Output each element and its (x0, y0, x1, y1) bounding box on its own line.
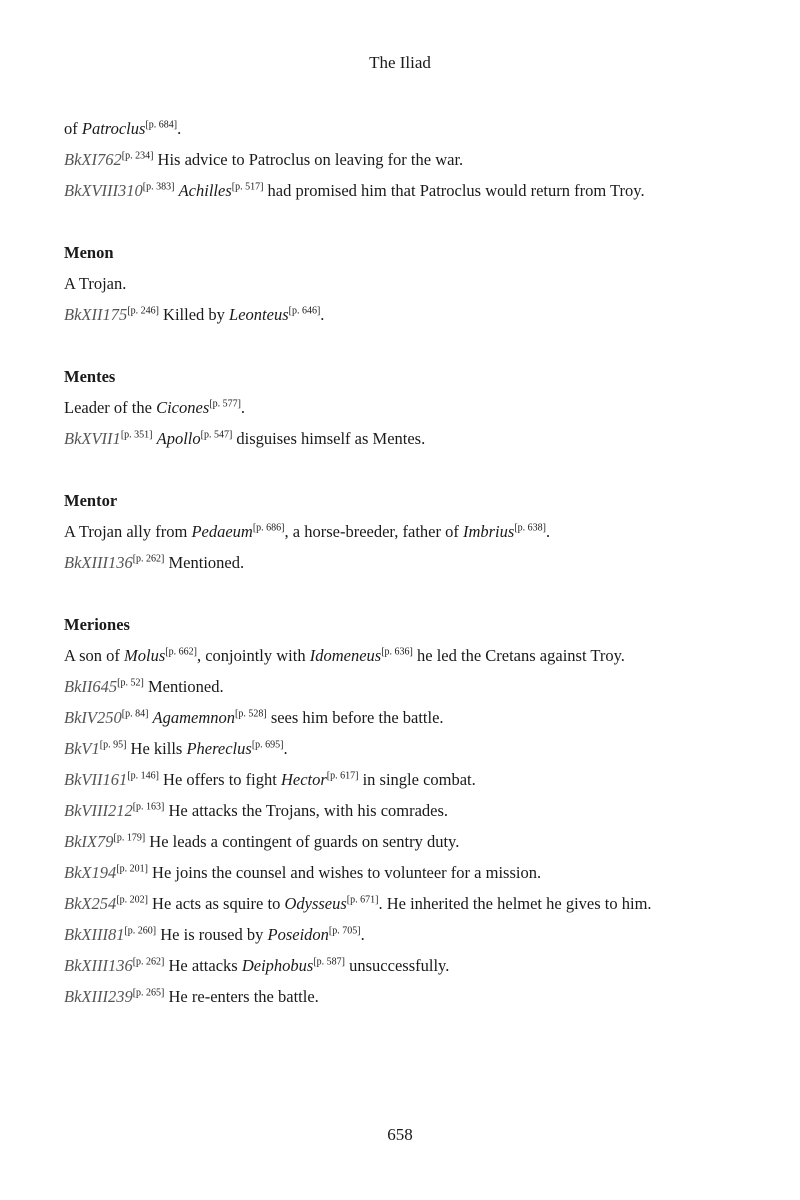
book-ref-link[interactable]: BkII645 (64, 677, 118, 696)
page-ref[interactable]: [p. 351] (120, 429, 153, 441)
name-link[interactable]: Imbrius (462, 522, 515, 541)
entry-line (64, 862, 662, 883)
book-ref-link[interactable]: BkXII175 (64, 305, 128, 324)
entry-text: He attacks (168, 956, 238, 975)
page-ref[interactable]: [p. 179] (113, 832, 146, 844)
page-ref[interactable]: [p. 528] (235, 708, 267, 720)
page-ref[interactable]: [p. 163] (132, 801, 165, 813)
page-ref[interactable]: [p. 146] (127, 770, 159, 782)
page-ref[interactable]: [p. 636] (381, 646, 413, 658)
entry-line (64, 986, 662, 1007)
entry-text: he led the Cretans against Troy. (417, 646, 625, 665)
entry-text: Mentioned. (147, 677, 224, 696)
page-ref[interactable]: [p. 617] (326, 770, 359, 782)
name-link[interactable]: Leonteus (229, 305, 289, 324)
name-link[interactable]: Idomeneus (309, 646, 382, 665)
name-link[interactable]: Molus (124, 646, 166, 665)
book-ref-link[interactable]: BkXI762 (64, 150, 122, 169)
book-ref-link[interactable]: BkXIII136 (64, 956, 133, 975)
entry-line: BkXIII81[p. 260] He is roused by Poseidon[p. 705]. (64, 925, 365, 944)
name-link[interactable]: Pedaeum (191, 522, 253, 541)
book-ref-link[interactable]: BkXIII136 (64, 553, 133, 572)
page-ref[interactable]: [p. 686] (252, 522, 285, 534)
page-ref[interactable]: [p. 84] (121, 708, 149, 720)
entry-line (64, 893, 662, 914)
page-ref[interactable]: [p. 52] (117, 677, 144, 689)
entry-heading-menon: Menon (64, 243, 114, 262)
book-ref-link[interactable]: BkVIII212 (64, 801, 133, 820)
entry-line (64, 707, 662, 728)
name-link[interactable]: Agamemnon (152, 708, 236, 727)
name-link[interactable]: Hector (280, 770, 327, 789)
entry-text: unsuccessfully. (349, 956, 450, 975)
entry-heading-mentor: Mentor (64, 491, 118, 510)
name-link[interactable]: Patroclus (81, 119, 146, 138)
entry-text: . He inherited the helmet he gives to him. (378, 894, 652, 913)
page-ref[interactable]: [p. 547] (200, 429, 233, 441)
entry-text: Leader of the (64, 398, 152, 417)
page-ref[interactable]: [p. 260] (124, 925, 157, 937)
entry-text: Killed by (163, 305, 225, 324)
entry-line: of Patroclus[p. 684]. (64, 119, 182, 138)
book-ref-link[interactable]: BkX254 (64, 894, 117, 913)
name-link[interactable]: Apollo (156, 429, 201, 448)
entry-text: , conjointly with (196, 646, 306, 665)
entry-text: He re-enters the battle. (168, 987, 319, 1006)
page-ref[interactable]: [p. 671] (346, 894, 379, 906)
entry-line (64, 428, 662, 449)
entry-line (64, 676, 662, 697)
entry-text: Mentioned. (168, 553, 245, 572)
entry-description: A Trojan ally from Pedaeum[p. 686], a horse-breeder, father of Imbrius[p. 638]. (64, 522, 551, 541)
page-ref[interactable]: [p. 246] (127, 305, 159, 317)
entry-line (64, 800, 662, 821)
page-ref[interactable]: [p. 695] (251, 739, 284, 751)
running-header: The Iliad (369, 53, 431, 72)
page-number: 658 (387, 1125, 413, 1144)
page-ref[interactable]: [p. 383] (142, 181, 175, 193)
name-link[interactable]: Odysseus (284, 894, 347, 913)
entry-line (64, 831, 662, 852)
name-link[interactable]: Cicones (156, 398, 210, 417)
entry-text: He offers to fight (163, 770, 277, 789)
name-link[interactable]: Phereclus (186, 739, 252, 758)
entry-line (64, 769, 662, 790)
entry-text: He kills (130, 739, 183, 758)
entry-line (64, 149, 662, 170)
entry-text: disguises himself as Mentes. (236, 429, 426, 448)
entry-text: He leads a contingent of guards on sentry duty. (149, 832, 460, 851)
name-link[interactable]: Achilles (178, 181, 232, 200)
entry-text: , a horse-breeder, father of (284, 522, 459, 541)
page-ref[interactable]: [p. 234] (121, 150, 154, 162)
entry-line: BkV1[p. 95] He kills Phereclus[p. 695]. (64, 739, 288, 758)
page-ref[interactable]: [p. 684] (145, 119, 178, 131)
book-ref-link[interactable]: BkXIII239 (64, 987, 133, 1006)
entry-text: had promised him that Patroclus would return from Troy. (267, 181, 645, 200)
page-body (64, 118, 662, 1017)
page-ref[interactable]: [p. 95] (99, 739, 127, 751)
page-ref[interactable]: [p. 638] (514, 522, 546, 534)
page-ref[interactable]: [p. 262] (132, 553, 165, 565)
entry-text: He is roused by (160, 925, 264, 944)
book-ref-link[interactable]: BkXVIII310 (64, 181, 143, 200)
entry-description: A Trojan. (64, 274, 127, 293)
entry-text: He joins the counsel and wishes to volunteer for a mission. (152, 863, 542, 882)
page-ref[interactable]: [p. 517] (231, 181, 264, 193)
book-ref-link[interactable]: BkIV250 (64, 708, 122, 727)
entry-line (64, 955, 662, 976)
page-ref[interactable]: [p. 662] (165, 646, 197, 658)
page-ref[interactable]: [p. 201] (116, 863, 148, 875)
book-ref-link[interactable]: BkV1 (64, 739, 100, 758)
name-link[interactable]: Deiphobus (241, 956, 314, 975)
name-link[interactable]: Poseidon (267, 925, 329, 944)
page-ref[interactable]: [p. 202] (116, 894, 148, 906)
entry-text: His advice to Patroclus on leaving for the war. (157, 150, 464, 169)
book-ref-link[interactable]: BkXIII81 (64, 925, 125, 944)
entry-line (64, 552, 662, 573)
entry-text: He attacks the Trojans, with his comrades. (168, 801, 449, 820)
book-ref-link[interactable]: BkXVII1 (64, 429, 121, 448)
book-ref-link[interactable]: BkX194 (64, 863, 117, 882)
entry-heading-meriones: Meriones (64, 615, 130, 634)
entry-text: A Trojan ally from (64, 522, 188, 541)
entry-text: in single combat. (362, 770, 476, 789)
entry-heading-mentes: Mentes (64, 367, 116, 386)
page-ref[interactable]: [p. 577] (209, 398, 241, 410)
book-ref-link[interactable]: BkIX79 (64, 832, 114, 851)
entry-description (64, 645, 662, 666)
entry-description: Leader of the Cicones[p. 577]. (64, 398, 246, 417)
book-ref-link[interactable]: BkVII161 (64, 770, 128, 789)
entry-text: sees him before the battle. (270, 708, 444, 727)
entry-text: He acts as squire to (152, 894, 281, 913)
entry-line: BkXII175[p. 246] Killed by Leonteus[p. 646]. (64, 305, 325, 324)
page-ref[interactable]: [p. 646] (288, 305, 321, 317)
page-ref[interactable]: [p. 705] (328, 925, 361, 937)
entry-line (64, 180, 662, 201)
entry-text: A son of (64, 646, 120, 665)
page-ref[interactable]: [p. 265] (132, 987, 165, 999)
page-ref[interactable]: [p. 262] (132, 956, 165, 968)
page-ref[interactable]: [p. 587] (313, 956, 345, 968)
